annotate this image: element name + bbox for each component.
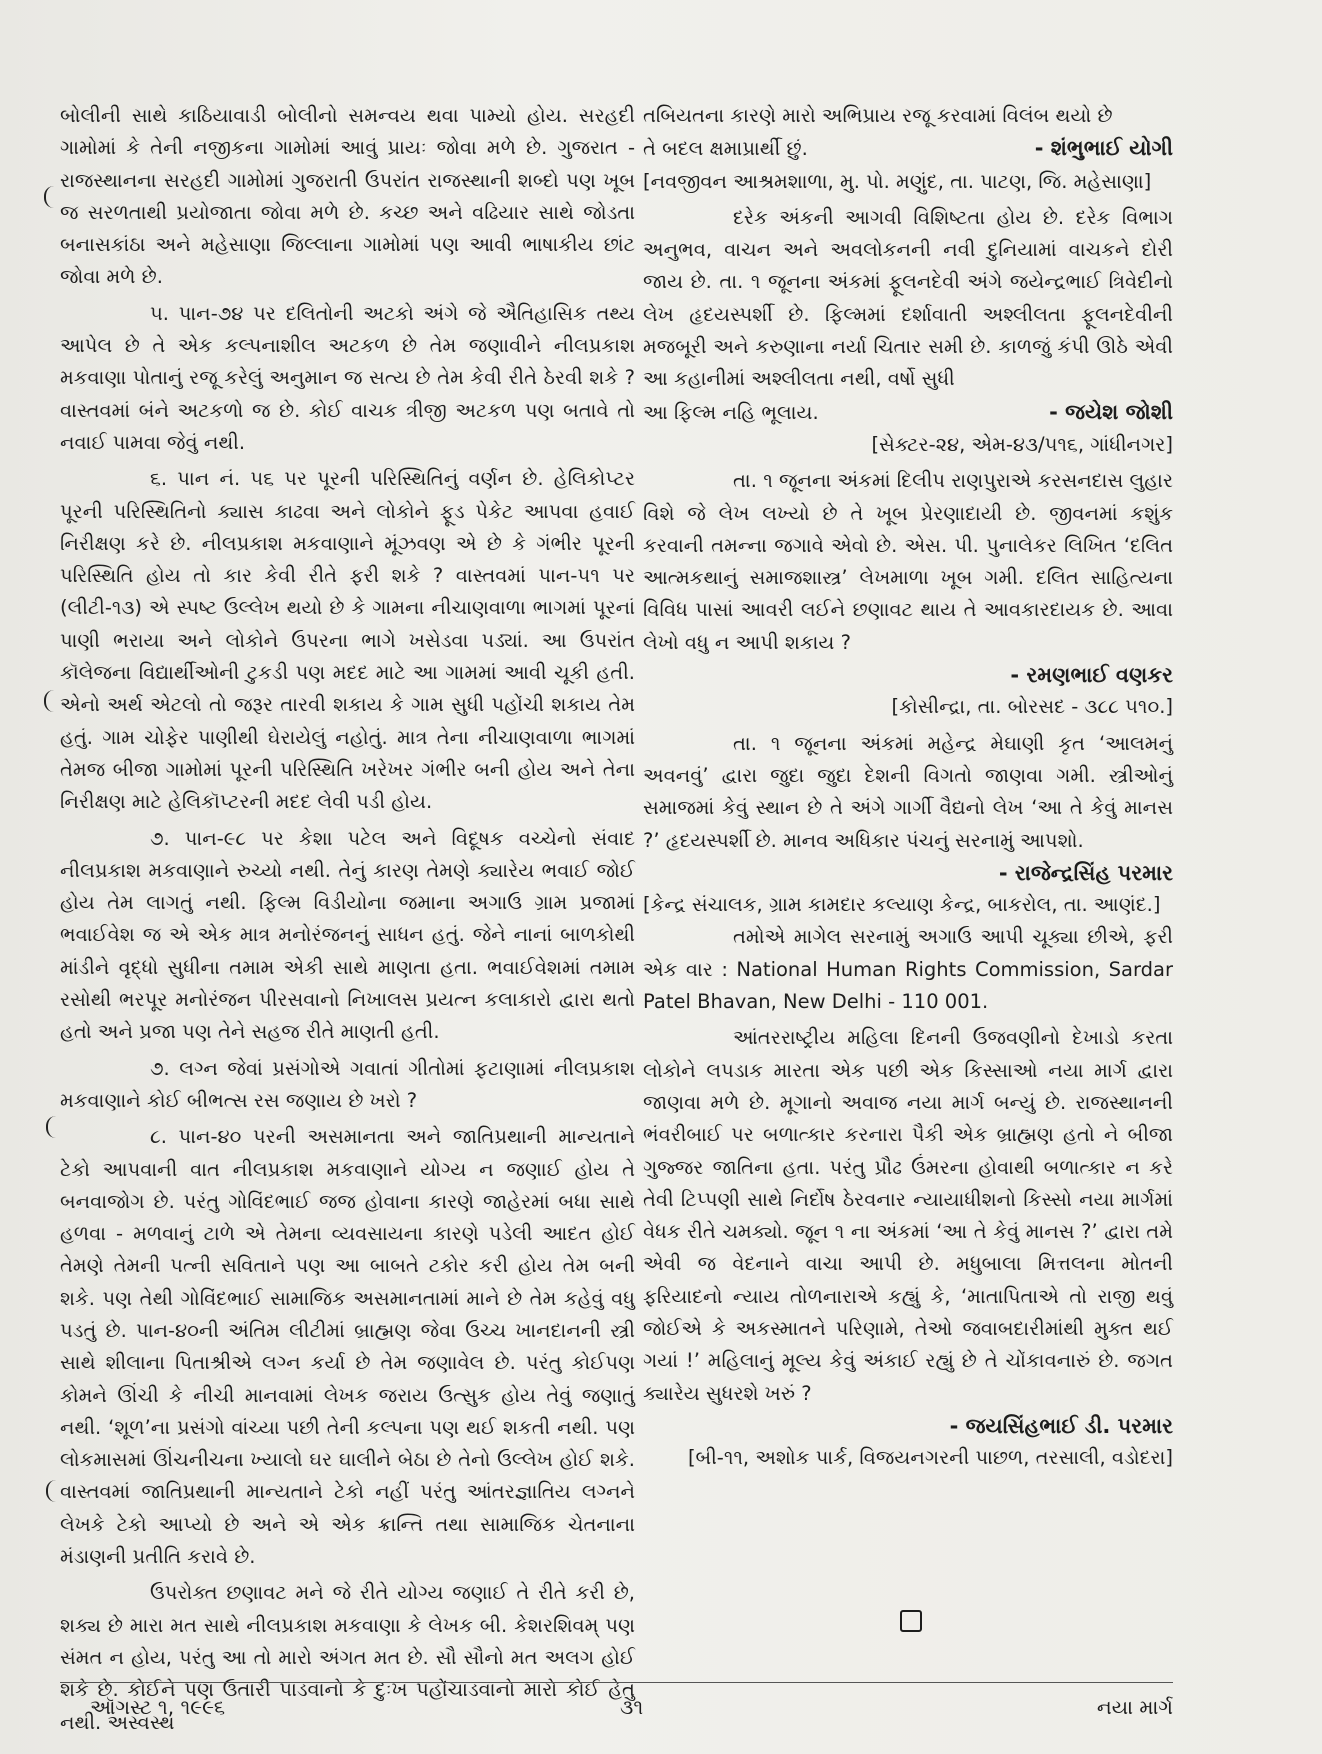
editor-reply: તમોએ માગેલ સરનામું અગાઉ આપી ચૂક્યા છીએ, ફરી એક વાર : National Human Rights Commission, Sardar Patel Bhavan, New Delhi - 110 001. [643, 925, 1173, 1014]
letter-body: આંતરરાષ્ટ્રીય મહિલા દિનની ઉજવણીનો દેખાડો કરતા લોકોને લપડાક મારતા એક પછી એક કિસ્સાઓ નયા માર્ગ દ્વારા જાણવા મળે છે. મૂગાનો અવાજ નયા માર્ગ બન્યું છે. રાજસ્થાનની ભંવરીબાઈ પર બળાત્કાર કરનારા પૈકી એક બ્રાહ્મણ હતો ને બીજા ગુજ્જર જાતિના હતા. પરંતુ પ્રૌઢ ઉંમરના હોવાથી બળાત્કાર ન કરે તેવી ટિપ્પણી સાથે નિર્દોષ ઠેરવનાર ન્યાયાધીશનો કિસ્સો નયા માર્ગમાં વેધક રીતે ચમક્યો. જૂન ૧ ના અંકમાં ‘આ તે કેવું માનસ ?’ દ્વારા તમે એવી જ વેદનાને વાચા આપી છે. મધુબાલા મિત્તલના મોતની ફરિયાદનો ન્યાય તોળનારાએ કહ્યું કે, ‘માતાપિતાએ તો રાજી થવું જોઈએ કે અકસ્માતને પરિણામે, તેઓ જવાબદારીમાંથી મુક્ત થઈ ગયાં !’ મહિલાનું મૂલ્ય કેવું અંકાઈ રહ્યું છે તે ચોંકાવનારું છે. જગત ક્યારેય સુધરશે ખરું ? [643, 1026, 1173, 1405]
right-column [643, 100, 1173, 1474]
paragraph: ૭. લગ્ન જેવાં પ્રસંગોએ ગવાતાં ગીતોમાં ફટાણામાં નીલપ્રકાશ મકવાણાને કોઈ બીભત્સ રસ જણાય છે ખરો ? [60, 1056, 635, 1112]
pencil-mark-icon [46, 1116, 62, 1138]
footer-rule [60, 1682, 1173, 1683]
letter-body: તબિયતના કારણે મારો અભિપ્રાય રજૂ કરવામાં વિલંબ થયો છે [643, 104, 1113, 127]
pencil-mark-icon [46, 1480, 62, 1502]
letter-tail: આ ફિલ્મ નહિ ભૂલાય. [643, 400, 819, 424]
letter-body: તા. ૧ જૂનના અંકમાં મહેન્દ્ર મેઘાણી કૃત ‘આલમનું અવનવું’ દ્વારા જુદા જુદા દેશની વિગતો જાણવા ગમી. સ્ત્રીઓનું સમાજમાં કેવું સ્થાન છે તે અંગે ગાર્ગી વૈદ્યનો લેખ ‘આ તે કેવું માનસ ?’ હૃદયસ્પર્શી છે. માનવ અધિકાર પંચનું સરનામું આપશો. [643, 731, 1173, 852]
page-number: ૩૧ [620, 1695, 644, 1719]
letter-signature: - શંભુભાઈ યોગી [1034, 136, 1173, 161]
letter-address: [બી-૧૧, અશોક પાર્ક, વિજયનગરની પાછળ, તરસાલી, વડોદરા] [687, 1446, 1173, 1470]
letter-signature: - રમણભાઈ વણકર [1010, 663, 1173, 688]
letter-signature: - જયેશ જોશી [1049, 399, 1173, 424]
paragraph: ૮. પાન-૪૦ પરની અસમાનતા અને જાતિપ્રથાની માન્યતાને ટેકો આપવાની વાત નીલપ્રકાશ મકવાણાને યોગ્ય ન જણાઈ હોય તે બનવાજોગ છે. પરંતુ ગોવિંદભાઈ જજ હોવાના કારણે જાહેરમાં બધા સાથે હળવા - મળવાનું ટાળે એ તેમના વ્યવસાયના કારણે પડેલી આદત હોઈ તેમણે તેમની પત્ની સવિતાને પણ આ બાબતે ટકોર કરી હોય તેમ બની શકે. પણ તેથી ગોવિંદભાઈ સામાજિક અસમાનતામાં માને છે તેમ કહેવું વધુ પડતું છે. પાન-૪૦ની અંતિમ લીટીમાં બ્રાહ્મણ જેવા ઉચ્ચ ખાનદાનની સ્ત્રી સાથે શીલાના પિતાશ્રીએ લગ્ન કર્યા છે તેમ જણાવેલ છે. પરંતુ કોઈપણ કોમને ઊંચી કે નીચી માનવામાં લેખક જરાય ઉત્સુક હોય તેવું જણાતું નથી. ‘શૂળ’ના પ્રસંગો વાંચ્યા પછી તેની કલ્પના પણ થઈ શકતી નથી. પણ લોકમાસમાં ઊંચનીચના ખ્યાલો ઘર ઘાલીને બેઠા છે તેનો ઉલ્લેખ હોઈ શકે. વાસ્તવમાં જાતિપ્રથાની માન્યતાને ટેકો નહીં પરંતુ આંતરજ્ઞાતિય લગ્નને લેખકે ટેકો આપ્યો છે અને એ એક ક્રાન્તિ તથા સામાજિક ચેતનાના મંડાણની પ્રતીતિ કરાવે છે. [60, 1125, 635, 1569]
letter-tail: તે બદલ ક્ષમાપ્રાર્થી છું. [643, 137, 808, 161]
end-of-article-box-icon [900, 1610, 922, 1632]
signature-line [643, 132, 1173, 165]
letter-address: [સેક્ટર-૨૪, એમ-૪૩/૫૧૬, ગાંધીનગર] [871, 432, 1173, 456]
letter-address: [નવજીવન આશ્રમશાળા, મુ. પો. મણુંદ, તા. પાટણ, જિ. મહેસાણા] [643, 169, 1152, 193]
letter-address: [કોસીન્દ્રા, તા. બોરસદ - ૩૮૮ ૫૧૦.] [891, 695, 1173, 719]
letter-signature: - રાજેન્દ્રસિંહ પરમાર [998, 860, 1173, 885]
paragraph: ઉપરોક્ત છણાવટ મને જે રીતે યોગ્ય જણાઈ તે રીતે કરી છે, શક્ય છે મારા મત સાથે નીલપ્રકાશ મકવાણા કે લેખક બી. કેશરશિવમ્ પણ સંમત ન હોય, પરંતુ આ તો મારો અંગત મત છે. સૌ સૌનો મત અલગ હોઈ શકે છે. કોઈને પણ ઉતારી પાડવાનો કે દુઃખ પહોંચાડવાનો મારો કોઈ હેતુ નથી. અસ્વસ્થ [60, 1581, 635, 1734]
signature-line [643, 396, 1173, 429]
letter-body: દરેક અંકની આગવી વિશિષ્ટતા હોય છે. દરેક વિભાગ અનુભવ, વાચન અને અવલોકનની નવી દુનિયામાં વાચકને દોરી જાય છે. તા. ૧ જૂનના અંકમાં ફૂલનદેવી અંગે જયેન્દ્રભાઈ ત્રિવેદીનો લેખ હૃદયસ્પર્શી છે. ફિલ્મમાં દર્શાવાતી અશ્લીલતા ફૂલનદેવીની મજબૂરી અને કરુણાના નર્યા ચિતાર સમી છે. કાળજું કંપી ઊઠે એવી આ કહાનીમાં અશ્લીલતા નથી, વર્ષો સુધી [643, 205, 1173, 391]
pencil-mark-icon [44, 186, 60, 208]
magazine-name: નયા માર્ગ [1096, 1695, 1173, 1719]
left-column [60, 100, 635, 1739]
letter-signature: - જયસિંહભાઈ ડી. પરમાર [949, 1413, 1173, 1438]
letter-body: તા. ૧ જૂનના અંકમાં દિલીપ રાણપુરાએ કરસનદાસ લુહાર વિશે જે લેખ લખ્યો છે તે ખૂબ પ્રેરણાદાયી છે. જીવનમાં કશુંક કરવાની તમન્ના જગાવે એવો છે. એસ. પી. પુનાલેકર લિખિત ‘દલિત આત્મકથાનું સમાજશાસ્ત્ર’ લેખમાળા ખૂબ ગમી. દલિત સાહિત્યના વિવિધ પાસાં આવરી લઈને છણાવટ થાય તે આવકારદાયક છે. આવા લેખો વધુ ન આપી શકાય ? [643, 469, 1173, 654]
paragraph: ૭. પાન-૯૮ પર કેશા પટેલ અને વિદૂષક વચ્ચેનો સંવાદ નીલપ્રકાશ મકવાણાને રુચ્યો નથી. તેનું કારણ તેમણે ક્યારેય ભવાઈ જોઈ હોય તેમ લાગતું નથી. ફિલ્મ વિડીયોના જમાના અગાઉ ગ્રામ પ્રજામાં ભવાઈવેશ જ એ એક માત્ર મનોરંજનનું સાધન હતું. જેને નાનાં બાળકોથી માંડીને વૃદ્ધો સુધીના તમામ એકી સાથે માણતા હતા. ભવાઈવેશમાં તમામ રસોથી ભરપૂર મનોરંજન પીરસવાનો નિખાલસ પ્રયત્ન કલાકારો દ્વારા થતો હતો અને પ્રજા પણ તેને સહજ રીતે માણતી હતી. [60, 826, 635, 1044]
letter-address: [કેન્દ્ર સંચાલક, ગ્રામ કામદાર કલ્યાણ કેન્દ્ર, બાકરોલ, તા. આણંદ.] [643, 893, 1161, 917]
issue-date: ઑગસ્ટ ૧, ૧૯૯૬ [90, 1695, 226, 1719]
paragraph: બોલીની સાથે કાઠિયાવાડી બોલીનો સમન્વય થવા પામ્યો હોય. સરહદી ગામોમાં કે તેની નજીકના ગામોમાં આવું પ્રાયઃ જોવા મળે છે. ગુજરાત - રાજસ્થાનના સરહદી ગામોમાં ગુજરાતી ઉપરાંત રાજસ્થાની શબ્દો પણ ખૂબ જ સરળતાથી પ્રયોજાતા જોવા મળે છે. કચ્છ અને વઢિયાર સાથે જોડતા બનાસકાંઠા અને મહેસાણા જિલ્લાના ગામોમાં પણ આવી ભાષાકીય છાંટ જોવા મળે છે. [60, 104, 635, 289]
paragraph: ૬. પાન નં. ૫૬ પર પૂરની પરિસ્થિતિનું વર્ણન છે. હેલિકોપ્ટર પૂરની પરિસ્થિતિનો ક્યાસ કાઢવા અને લોકોને ફૂડ પેકેટ આપવા હવાઈ નિરીક્ષણ કરે છે. નીલપ્રકાશ મકવાણાને મૂંઝવણ એ છે કે ગંભીર પૂરની પરિસ્થિતિ હોય તો કાર કેવી રીતે ફરી શકે ? વાસ્તવમાં પાન-૫૧ પર (લીટી-૧૩) એ સ્પષ્ટ ઉલ્લેખ થયો છે કે ગામના નીચાણવાળા ભાગમાં પૂરનાં પાણી ભરાયા અને લોકોને ઉપરના ભાગે ખસેડવા પડ્યાં. આ ઉપરાંત કૉલેજના વિદ્યાર્થીઓની ટુકડી પણ મદદ માટે આ ગામમાં આવી ચૂકી હતી. એનો અર્થ એટલો તો જરૂર તારવી શકાય કે ગામ સુધી પહોંચી શકાય તેમ હતું. ગામ ચોફેર પાણીથી ઘેરાયેલું નહોતું. માત્ર તેના નીચાણવાળા ભાગમાં તેમજ બીજા ગામોમાં પૂરની પરિસ્થિતિ ખરેખર ગંભીર બની હોય અને તેના નિરીક્ષણ માટે હેલિકૉપ્ટરની મદદ લેવી પડી હોય. [60, 467, 635, 814]
paragraph: ૫. પાન-૭૪ પર દલિતોની અટકો અંગે જે ઐતિહાસિક તથ્ય આપેલ છે તે એક કલ્પનાશીલ અટકળ છે તેમ જણાવીને નીલપ્રકાશ મકવાણા પોતાનું રજૂ કરેલું અનુમાન જ સત્ય છે તેમ કેવી રીતે ઠેરવી શકે ? વાસ્તવમાં બંને અટકળો જ છે. કોઈ વાચક ત્રીજી અટકળ પણ બતાવે તો નવાઈ પામવા જેવું નથી. [60, 301, 635, 454]
pencil-mark-icon [44, 690, 60, 712]
